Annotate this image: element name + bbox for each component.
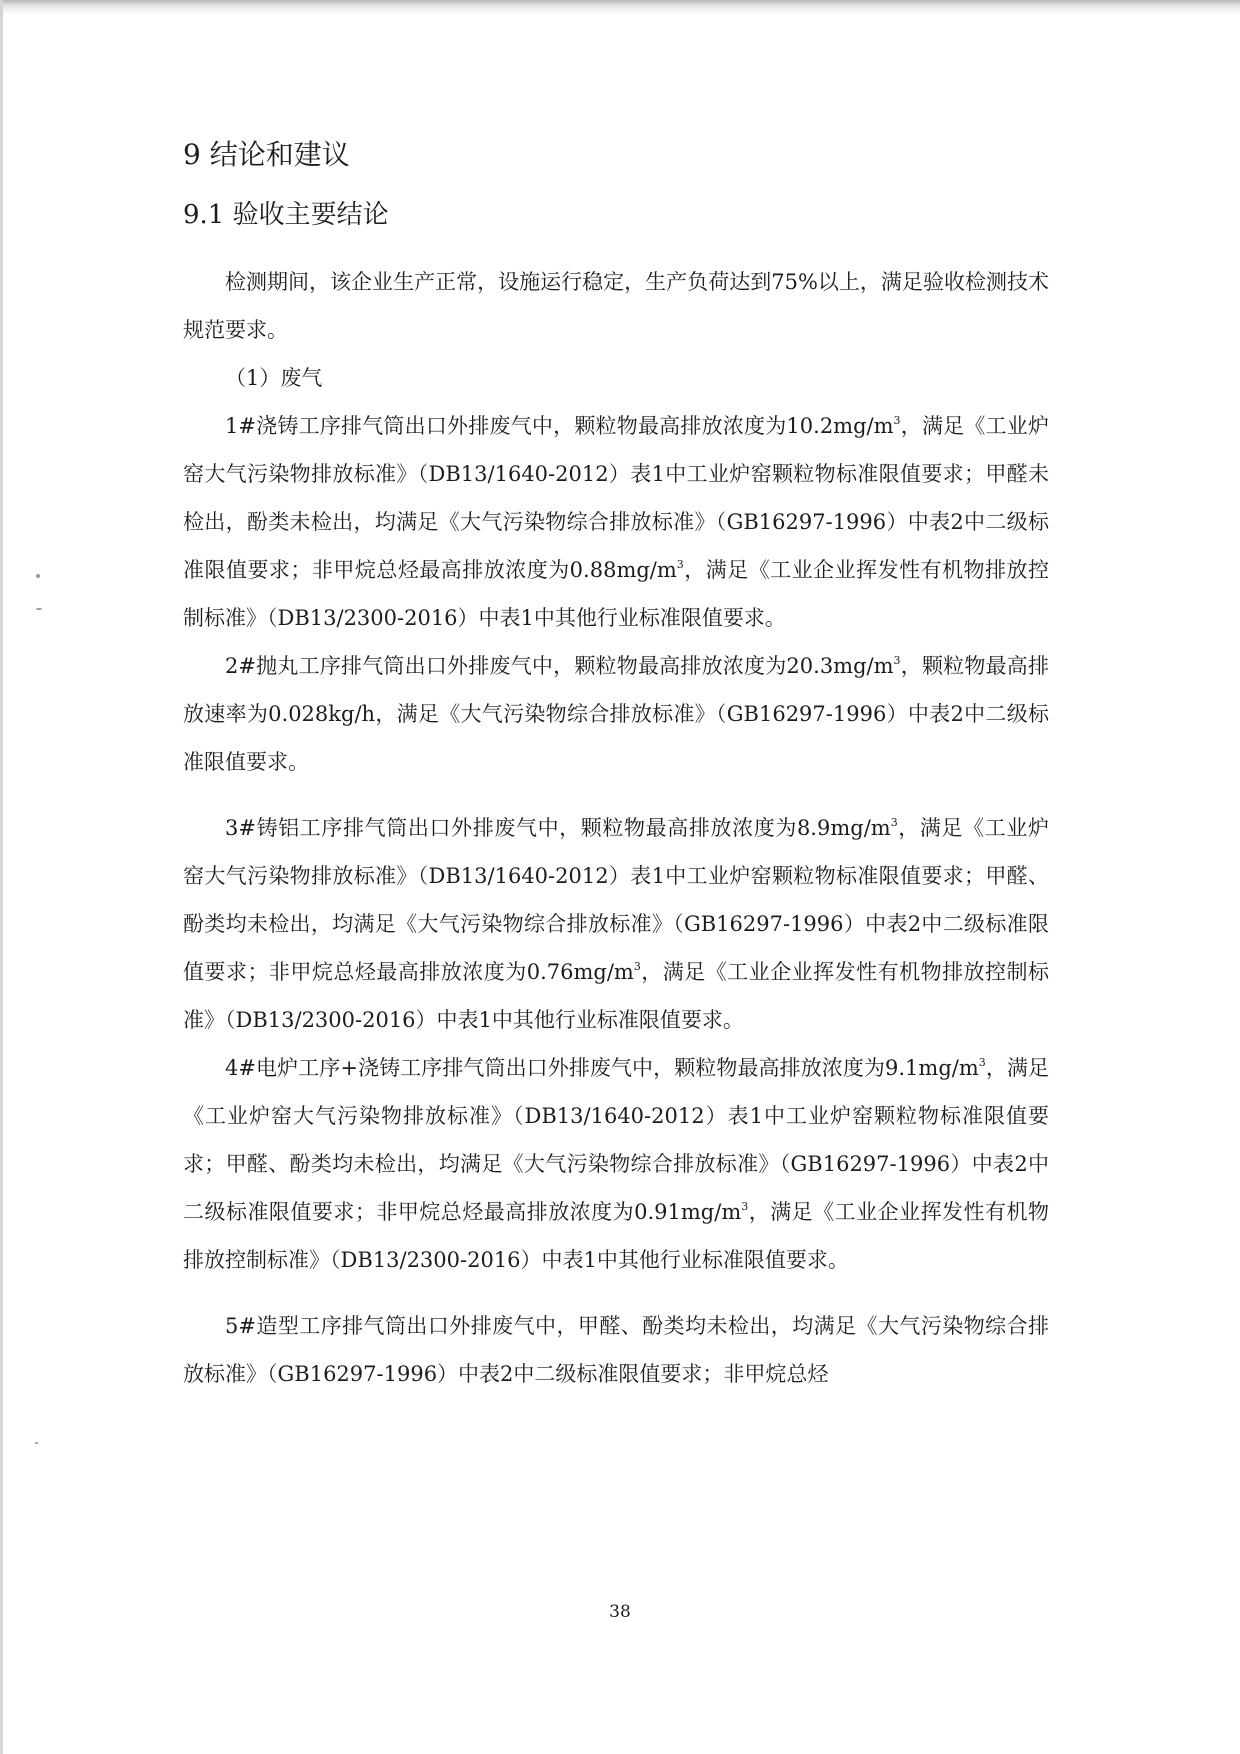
scan-speck (35, 1442, 38, 1444)
outlet-4-paragraph: 4#电炉工序+浇铸工序排气筒出口外排废气中，颗粒物最高排放浓度为$9.1mg/m^3$，满足《工业炉窑大气污染物排放标准》（DB13/1640-2012）表1中工业炉窑颗粒物标准限值要求；甲醛、酚类均未检出，均满足《大气污染物综合排放标准》（GB16297-1996）中表2中二级标准限值要求；非甲烷总烃最高排放浓度为$0.91mg/m^3$，满足《工业企业挥发性有机物排放控制标准》（DB13/2300-2016）中表1中其他行业标准限值要求。 (183, 1056, 1050, 1272)
scan-speck (36, 608, 42, 610)
outlet-5-paragraph: 5#造型工序排气筒出口外排废气中，甲醛、酚类均未检出，均满足《大气污染物综合排放标准》（GB16297-1996）中表2中二级标准限值要求；非甲烷总烃 (183, 1314, 1049, 1386)
intro-paragraph: 检测期间，该企业生产正常，设施运行稳定，生产负荷达到75%以上，满足验收检测技术规范要求。 (183, 270, 1049, 342)
scan-shadow-left (0, 0, 3, 1754)
scan-speck (36, 574, 40, 578)
document-body (183, 136, 1049, 1398)
page-number: 38 (609, 1602, 631, 1622)
section-heading: 9 结论和建议 (183, 138, 350, 171)
outlet-3-paragraph: 3#铸铝工序排气筒出口外排废气中，颗粒物最高排放浓度为$8.9mg/m^3$，满足《工业炉窑大气污染物排放标准》（DB13/1640-2012）表1中工业炉窑颗粒物标准限值要求；甲醛、酚类均未检出，均满足《大气污染物综合排放标准》（GB16297-1996）中表2中二级标准限值要求；非甲烷总烃最高排放浓度为$0.76mg/m^3$，满足《工业企业挥发性有机物排放控制标准》（DB13/2300-2016）中表1中其他行业标准限值要求。 (183, 816, 1049, 1032)
subsection-heading: 9.1 验收主要结论 (183, 200, 389, 230)
waste-gas-label: （1）废气 (225, 366, 323, 390)
scan-shadow-top (0, 0, 1240, 14)
outlet-2-paragraph: 2#抛丸工序排气筒出口外排废气中，颗粒物最高排放浓度为$20.3mg/m^3$，颗粒物最高排放速率为0.028kg/h，满足《大气污染物综合排放标准》（GB16297-1996）中表2中二级标准限值要求。 (183, 654, 1050, 774)
outlet-1-paragraph: 1#浇铸工序排气筒出口外排废气中，颗粒物最高排放浓度为$10.2mg/m^3$，满足《工业炉窑大气污染物排放标准》（DB13/1640-2012）表1中工业炉窑颗粒物标准限值要求；甲醛未检出，酚类未检出，均满足《大气污染物综合排放标准》（GB16297-1996）中表2中二级标准限值要求；非甲烷总烃最高排放浓度为$0.88mg/m^3$，满足《工业企业挥发性有机物排放控制标准》（DB13/2300-2016）中表1中其他行业标准限值要求。 (183, 414, 1050, 630)
